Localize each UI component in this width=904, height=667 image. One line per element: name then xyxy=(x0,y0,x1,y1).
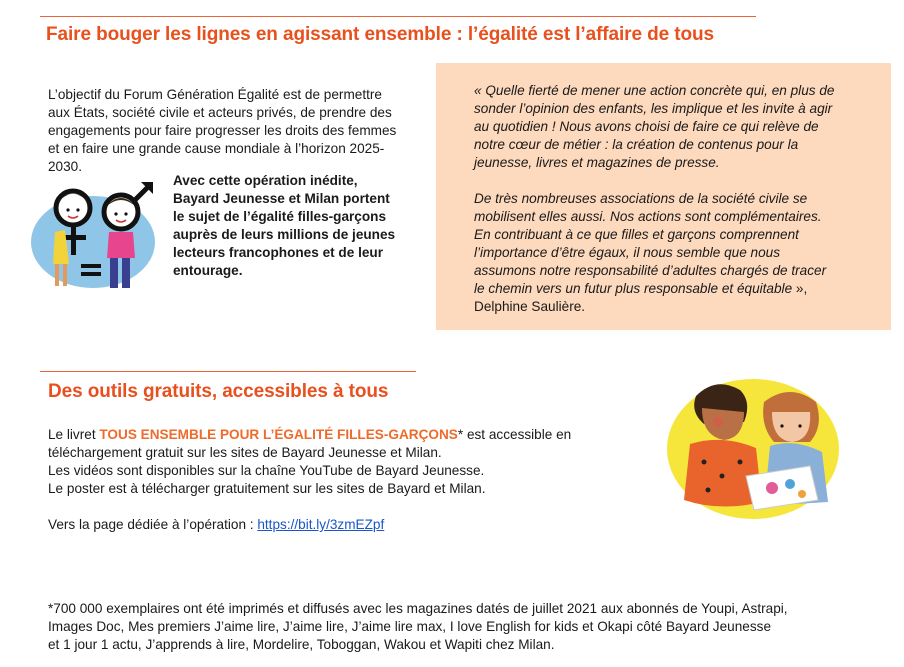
booklet-title: TOUS ENSEMBLE POUR L’ÉGALITÉ FILLES-GARÇONS xyxy=(99,427,458,442)
tools-line-1-suffix: * est accessible en xyxy=(457,427,572,442)
quote-line: notre cœur de métier : la création de contenus pour la xyxy=(474,137,799,152)
operation-line: entourage. xyxy=(173,263,243,278)
tools-paragraph xyxy=(48,426,628,534)
operation-line: Avec cette opération inédite, xyxy=(173,173,358,188)
section1-title: Faire bouger les lignes en agissant ensemble : l’égalité est l’affaire de tous xyxy=(46,24,714,45)
quote-line: l’importance d’être égaux, il nous semble que nous xyxy=(474,245,781,260)
quote-last-italic: le chemin vers un futur plus responsable et équitable xyxy=(474,281,793,296)
quote-line: assumons notre responsabilité d’adultes chargés de tracer xyxy=(474,263,827,278)
operation-page-link[interactable]: https://bit.ly/3zmEZpf xyxy=(257,517,385,532)
tools-line-3: Les vidéos sont disponibles sur la chaîne YouTube de Bayard Jeunesse. xyxy=(48,463,485,478)
footnote-line: et 1 jour 1 actu, J’apprends à lire, Mordelire, Toboggan, Wakou et Wapiti chez Milan. xyxy=(48,637,555,652)
footnote-line: Images Doc, Mes premiers J’aime lire, J’aime lire, J’aime lire max, I love English for kids et Okapi côté Bayard Jeunesse xyxy=(48,619,771,634)
link-line xyxy=(48,516,628,534)
section2-top-rule xyxy=(40,371,416,372)
operation-line: lecteurs francophones et de leur xyxy=(173,245,384,260)
quote-paragraph-1 xyxy=(474,82,870,172)
section1-top-rule xyxy=(40,16,756,17)
children-drawing-illustration xyxy=(660,372,846,522)
quote-author: Delphine Saulière. xyxy=(474,299,586,314)
quote-line: jeunesse, livres et magazines de presse. xyxy=(474,155,720,170)
intro-line: et en faire une grande cause mondiale à l’horizon 2025- xyxy=(48,141,385,156)
tools-line-1-prefix: Le livret xyxy=(48,427,100,442)
quote-line: En contribuant à ce que filles et garçons comprennent xyxy=(474,227,799,242)
operation-line: le sujet de l’égalité filles-garçons xyxy=(173,209,387,224)
operation-line: auprès de leurs millions de jeunes xyxy=(173,227,396,242)
equality-illustration xyxy=(25,172,165,297)
intro-line: aux États, société civile et acteurs privés, de prendre des xyxy=(48,105,392,120)
quote-text xyxy=(474,82,870,316)
intro-line: engagements pour faire progresser les droits des femmes xyxy=(48,123,397,138)
quote-line: mobilisent elles aussi. Nos actions sont complémentaires. xyxy=(474,209,822,224)
quote-line: au quotidien ! Nous avons choisi de faire ce qui relève de xyxy=(474,119,819,134)
section2-title: Des outils gratuits, accessibles à tous xyxy=(48,381,389,402)
quote-line xyxy=(474,280,870,298)
tools-line-1 xyxy=(48,426,628,444)
intro-line: 2030. xyxy=(48,159,83,174)
quote-line: « Quelle fierté de mener une action concrète qui, en plus de xyxy=(474,83,835,98)
quote-line: De très nombreuses associations de la société civile se xyxy=(474,191,808,206)
tools-line-2: téléchargement gratuit sur les sites de Bayard Jeunesse et Milan. xyxy=(48,445,442,460)
intro-paragraph xyxy=(48,86,428,176)
quote-line: sonder l’opinion des enfants, les implique et les invite à agir xyxy=(474,101,833,116)
link-prefix: Vers la page dédiée à l’opération : xyxy=(48,517,258,532)
tools-line-4: Le poster est à télécharger gratuitement sur les sites de Bayard et Milan. xyxy=(48,481,486,496)
quote-paragraph-2 xyxy=(474,190,870,316)
operation-line: Bayard Jeunesse et Milan portent xyxy=(173,191,390,206)
footnote xyxy=(48,600,858,654)
intro-line: L’objectif du Forum Génération Égalité est de permettre xyxy=(48,87,382,102)
operation-paragraph xyxy=(173,172,413,280)
footnote-line: *700 000 exemplaires ont été imprimés et diffusés avec les magazines datés de juillet 2021 aux abonnés de Youpi, Astrapi, xyxy=(48,601,788,616)
quote-closing: », xyxy=(792,281,808,296)
